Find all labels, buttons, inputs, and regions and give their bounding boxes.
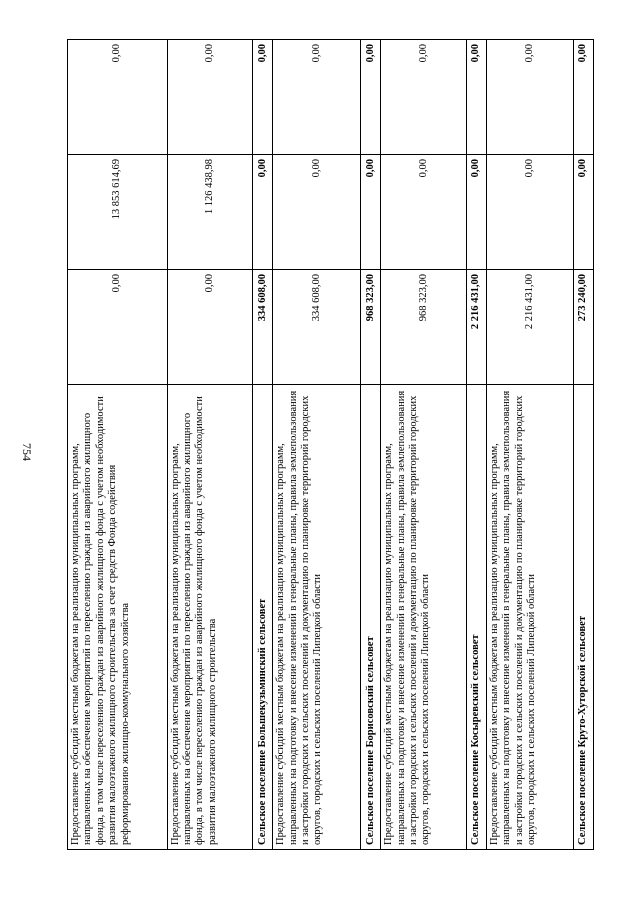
section-title: Сельское поселение Большекузьминский сельсовет [253, 385, 273, 850]
value-cell: 0,00 [487, 40, 574, 155]
table-row [273, 40, 361, 850]
row-description: Предоставление субсидий местным бюджетам на реализацию муниципальных программ, направленных на подготовку и внесение изменений в генеральные планы, правила землепользования и застройки городских и сельских поселений и документацию по планировке территорий городских округов, городских и сельских поселений Липецкой области [487, 385, 574, 850]
value-cell: 0,00 [361, 40, 381, 155]
value-cell: 0,00 [361, 155, 381, 270]
value-cell: 0,00 [574, 40, 594, 155]
value-cell: 2 216 431,00 [487, 270, 574, 385]
value-cell: 0,00 [167, 40, 253, 155]
section-title: Сельское поселение Косыревский сельсовет [467, 385, 487, 850]
row-description: Предоставление субсидий местным бюджетам на реализацию муниципальных программ, направленных на подготовку и внесение изменений в генеральные планы, правила землепользования и застройки городских и сельских поселений и документацию по планировке территорий городских округов, городских и сельских поселений Липецкой области [273, 385, 361, 850]
value-cell: 334 608,00 [253, 270, 273, 385]
value-cell: 968 323,00 [381, 270, 467, 385]
value-cell: 0,00 [574, 155, 594, 270]
row-description: Предоставление субсидий местным бюджетам на реализацию муниципальных программ, направленных на обеспечение мероприятий по переселению граждан из аварийного жилищного фонда, в том числе переселению граждан из аварийного жилищного фонда с учетом необходимости развития малоэтажного жилищного строительства [167, 385, 253, 850]
value-cell: 0,00 [273, 40, 361, 155]
value-cell: 0,00 [381, 40, 467, 155]
section-row [253, 40, 273, 850]
section-row [361, 40, 381, 850]
rotated-table-container [67, 40, 594, 850]
value-cell: 968 323,00 [361, 270, 381, 385]
section-title: Сельское поселение Круто-Хуторской сельсовет [574, 385, 594, 850]
value-cell: 0,00 [68, 270, 168, 385]
row-description: Предоставление субсидий местным бюджетам на реализацию муниципальных программ, направленных на обеспечение мероприятий по переселению граждан из аварийного жилищного фонда, в том числе переселению граждан из аварийного жилищного фонда с учетом необходимости развития малоэтажного жилищного строительства за счет средств Фонда содействия реформированию жилищно-коммунального хозяйства [68, 385, 168, 850]
value-cell: 0,00 [487, 155, 574, 270]
value-cell: 1 126 438,98 [167, 155, 253, 270]
table-row [68, 40, 168, 850]
value-cell: 0,00 [467, 155, 487, 270]
value-cell: 0,00 [253, 40, 273, 155]
value-cell: 334 608,00 [273, 270, 361, 385]
table-row [381, 40, 467, 850]
row-description: Предоставление субсидий местным бюджетам на реализацию муниципальных программ, направленных на подготовку и внесение изменений в генеральные планы, правила землепользования и застройки городских и сельских поселений и документацию по планировке территорий городских округов, городских и сельских поселений Липецкой области [381, 385, 467, 850]
value-cell: 0,00 [467, 40, 487, 155]
value-cell: 0,00 [68, 40, 168, 155]
value-cell: 273 240,00 [574, 270, 594, 385]
table-row [167, 40, 253, 850]
budget-table [67, 39, 594, 850]
value-cell: 0,00 [253, 155, 273, 270]
page-number: 754 [20, 443, 34, 461]
section-row [574, 40, 594, 850]
section-title: Сельское поселение Борисовский сельсовет [361, 385, 381, 850]
section-row [467, 40, 487, 850]
value-cell: 13 853 614,69 [68, 155, 168, 270]
table-row [487, 40, 574, 850]
value-cell: 0,00 [381, 155, 467, 270]
value-cell: 0,00 [167, 270, 253, 385]
value-cell: 2 216 431,00 [467, 270, 487, 385]
value-cell: 0,00 [273, 155, 361, 270]
